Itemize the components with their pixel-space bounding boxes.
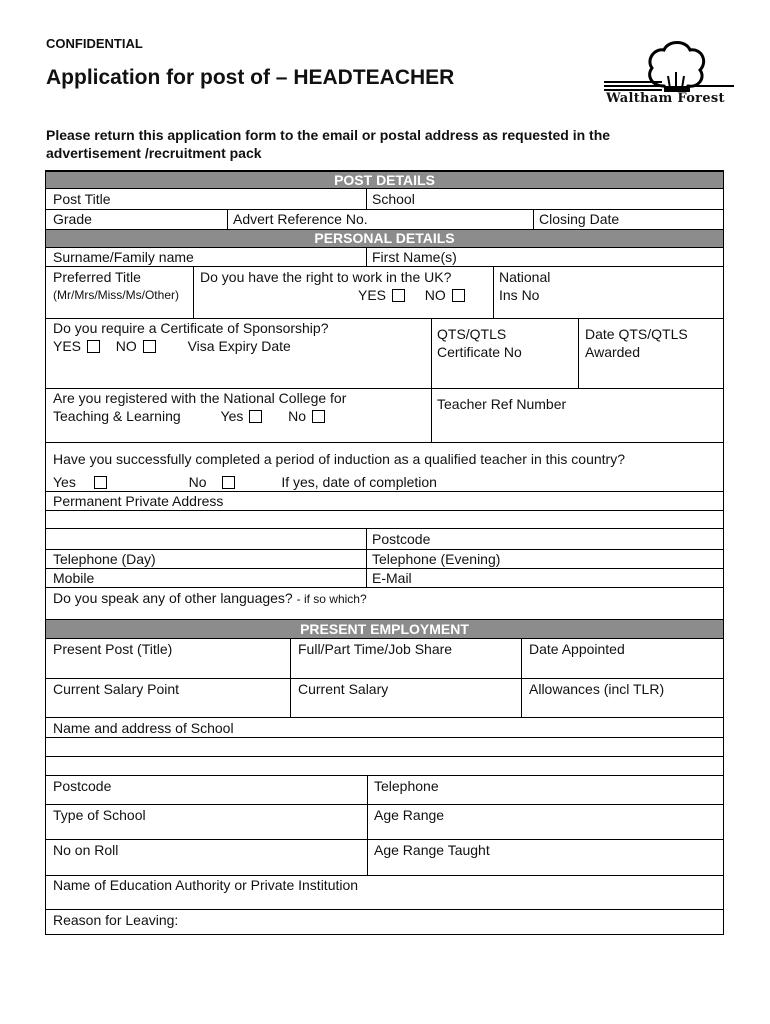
telephone-evening-label: Telephone (Evening) — [372, 551, 501, 567]
application-form — [45, 170, 724, 935]
national-label: National — [499, 269, 551, 285]
reason-for-leaving-label: Reason for Leaving: — [53, 912, 179, 928]
age-range-label: Age Range — [374, 807, 445, 823]
school-label: School — [372, 191, 415, 207]
page-title: Application for post of – HEADTEACHER — [46, 66, 455, 89]
languages-question — [53, 590, 367, 607]
certificate-no-label: Certificate No — [437, 344, 522, 360]
sponsorship-question: Do you require a Certificate of Sponsorship? — [53, 320, 329, 336]
school-postcode-label: Postcode — [53, 778, 112, 794]
surname-label: Surname/Family name — [53, 249, 194, 265]
present-post-label: Present Post (Title) — [53, 641, 173, 657]
sponsorship-options — [53, 338, 291, 354]
current-salary-point-label: Current Salary Point — [53, 681, 180, 697]
allowances-label: Allowances (incl TLR) — [529, 681, 665, 697]
languages-hint: - if so which? — [296, 592, 367, 606]
right-to-work-yes-label: YES — [358, 287, 387, 303]
induction-question: Have you successfully completed a period of induction as a qualified teacher in this country? — [53, 451, 625, 467]
completion-date-label: If yes, date of completion — [281, 474, 437, 490]
national-college-question: Are you registered with the National College for — [53, 390, 347, 406]
national-college-yes-label: Yes — [220, 408, 244, 424]
logo-text: Waltham Forest — [606, 91, 725, 106]
national-college-no-label: No — [288, 408, 307, 424]
education-authority-label: Name of Education Authority or Private Institution — [53, 877, 359, 893]
ins-no-label: Ins No — [499, 287, 540, 303]
permanent-address-label: Permanent Private Address — [53, 493, 224, 509]
present-employment-heading: PRESENT EMPLOYMENT — [46, 619, 723, 639]
postcode-label: Postcode — [372, 531, 431, 547]
teacher-ref-label: Teacher Ref Number — [437, 396, 567, 412]
preferred-title-label: Preferred Title — [53, 269, 141, 285]
induction-yes-checkbox[interactable] — [94, 476, 107, 489]
national-college-question-cont: Teaching & Learning — [53, 408, 181, 424]
national-college-options — [53, 408, 327, 424]
return-instructions: Please return this application form to the email or postal address as requested in the advertisement /recruitment pack — [46, 127, 611, 161]
title-options-hint: (Mr/Mrs/Miss/Ms/Other) — [53, 288, 179, 302]
date-appointed-label: Date Appointed — [529, 641, 625, 657]
induction-options — [53, 474, 437, 490]
school-telephone-label: Telephone — [374, 778, 439, 794]
confidential-label: CONFIDENTIAL — [46, 36, 143, 51]
induction-yes-label: Yes — [53, 474, 76, 490]
email-label: E-Mail — [372, 570, 412, 586]
date-qts-qtls-label: Date QTS/QTLS — [585, 326, 688, 342]
right-to-work-no-label: NO — [424, 287, 446, 303]
national-college-yes-checkbox[interactable] — [249, 410, 262, 423]
mobile-label: Mobile — [53, 570, 95, 586]
school-name-address-label: Name and address of School — [53, 720, 234, 736]
post-details-heading: POST DETAILS — [46, 171, 723, 189]
grade-label: Grade — [53, 211, 92, 227]
qts-qtls-label: QTS/QTLS — [437, 326, 507, 342]
right-to-work-question: Do you have the right to work in the UK? — [200, 269, 452, 285]
sponsorship-no-checkbox[interactable] — [143, 340, 156, 353]
sponsorship-yes-checkbox[interactable] — [87, 340, 100, 353]
languages-question-text: Do you speak any of other languages? — [53, 590, 293, 606]
current-salary-label: Current Salary — [298, 681, 389, 697]
right-to-work-no-checkbox[interactable] — [452, 289, 465, 302]
advert-ref-label: Advert Reference No. — [233, 211, 368, 227]
type-of-school-label: Type of School — [53, 807, 146, 823]
first-names-label: First Name(s) — [372, 249, 457, 265]
induction-no-checkbox[interactable] — [222, 476, 235, 489]
post-title-label: Post Title — [53, 191, 111, 207]
sponsorship-no-label: NO — [115, 338, 137, 354]
full-part-time-label: Full/Part Time/Job Share — [298, 641, 453, 657]
induction-no-label: No — [188, 474, 207, 490]
sponsorship-yes-label: YES — [53, 338, 82, 354]
personal-details-heading: PERSONAL DETAILS — [46, 229, 723, 248]
visa-expiry-label: Visa Expiry Date — [187, 338, 291, 354]
no-on-roll-label: No on Roll — [53, 842, 119, 858]
age-range-taught-label: Age Range Taught — [374, 842, 490, 858]
national-college-no-checkbox[interactable] — [312, 410, 325, 423]
telephone-day-label: Telephone (Day) — [53, 551, 156, 567]
right-to-work-options — [358, 287, 467, 303]
right-to-work-yes-checkbox[interactable] — [392, 289, 405, 302]
awarded-label: Awarded — [585, 344, 641, 360]
closing-date-label: Closing Date — [539, 211, 620, 227]
